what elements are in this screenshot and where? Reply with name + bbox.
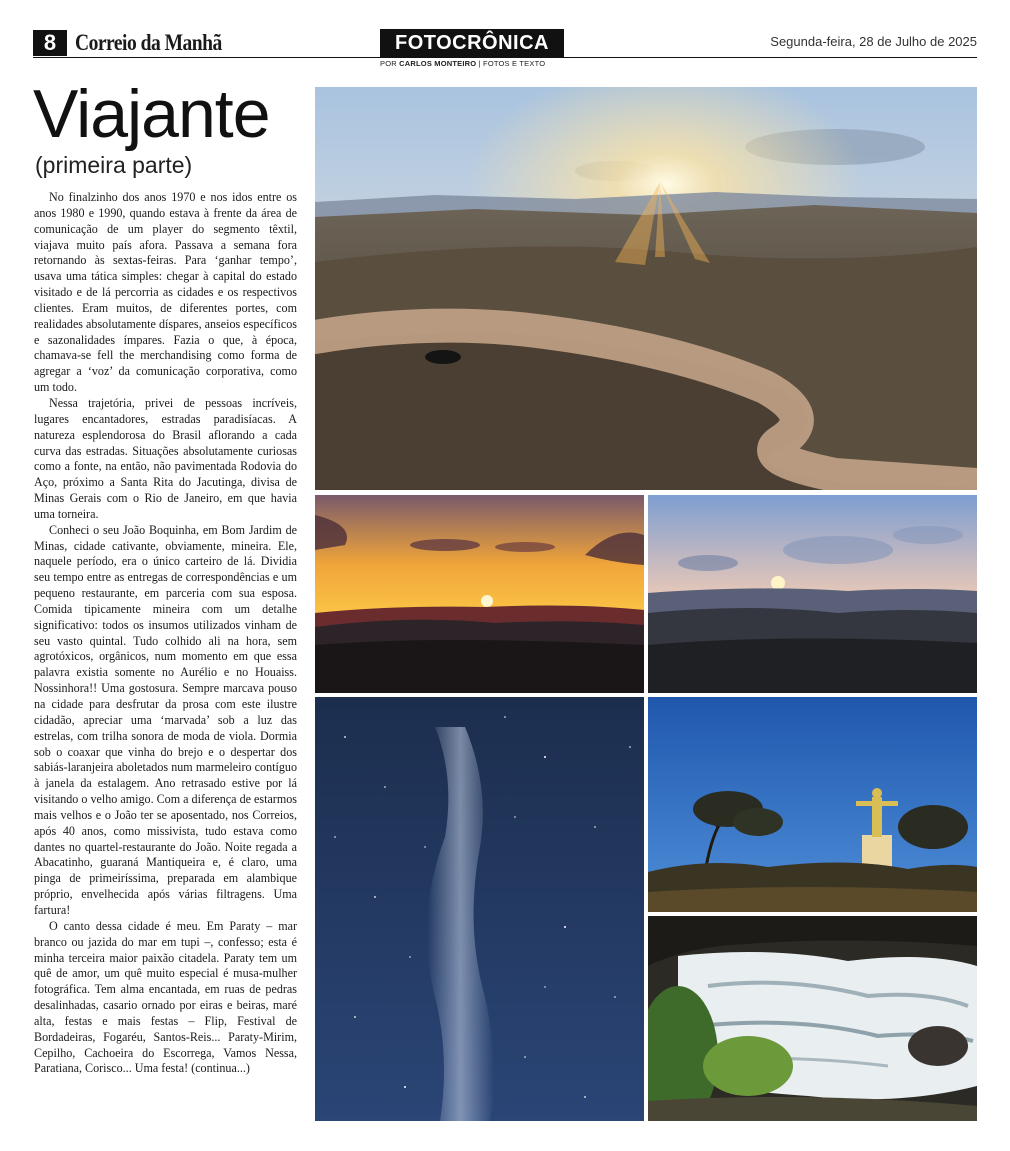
- page-number: 8: [33, 30, 67, 56]
- photo-milky-way: [315, 697, 644, 1121]
- issue-date: Segunda-feira, 28 de Julho de 2025: [770, 34, 977, 49]
- article-paragraph: Nessa trajetória, privei de pessoas incríveis, lugares encantadores, estradas paradisíacas. A natureza esplendorosa do Brasil aflorando a cada curva das estradas. Situações absolutamente curiosas como a fonte, na então, não pavimentada Rodovia do Aço, próximo a Santa Rita do Jacutinga, divisa de Minas Gerais com o Rio de Janeiro, em que havia uma torneira.: [34, 395, 297, 521]
- photo-waterfall: [648, 916, 977, 1121]
- article-paragraph: O canto dessa cidade é meu. Em Paraty – mar branco ou jazida do mar em tupi –, confesso; esta é minha terceira maior paixão citadela. Paraty tem um quê de amor, um quê muito especial é musa-mulher fotográfica. Tem alma encantada, em ruas de pedras desalinhadas, casario ornado por eiras e beiras, maré alta, festas e mais festas – Flip, Festival de Bordadeiras, Fogaréu, Santos-Reis... Paraty-Mirim, Cepilho, Cachoeira do Escorrega, Vamos Nessa, Paratiana, Corisco... Uma festa! (continua...): [34, 918, 297, 1076]
- photo-mountain-road: [315, 87, 977, 490]
- article-paragraph: Conheci o seu João Boquinha, em Bom Jardim de Minas, cidade cativante, obviamente, mineira. Ele, naquele período, era o único carteiro de lá. Dividia seu tempo entre as entregas de correspondências e um pequeno restaurante, em parceria com sua esposa. Comida tipicamente mineira com um detalhe significativo: todos os insumos utilizados vinham de seu vasto quintal. Tudo colhido ali na hora, sem agrotóxicos, orgânicos, num momento em que essa palavra existia somente no Aurélio e no Houaiss. Nossinhora!! Uma gostosura. Sempre marcava pouso na cidade para desfrutar da prosa com este ilustre cidadão, apreciar uma ‘marvada’ sob a luz das estrelas, com trilha sonora de moda de viola. Dormia sob o coaxar que vinha do brejo e o despertar dos sabiás-laranjeira aboletados num marmeleiro contíguo à janela da estalagem. Ano retrasado estive por lá visitando o velho amigo. Com a diferença de estarmos mais velhos e o João ter se aposentado, nos Correios, após 40 anos, como missivista, tudo estava como dantes no quartel-restaurante do João. Noite regada a Abacatinho, guaraná Mantiqueira e, é claro, uma pinga de primeiríssima, preparada em alambique próprio, envelhecida após várias filtragens. Uma fartura!: [34, 522, 297, 917]
- article-paragraph: No finalzinho dos anos 1970 e nos idos entre os anos 1980 e 1990, quando estava à frente da área de comunicação de um player do segmento têxtil, viajava muito país afora. Passava a semana fora retornando às sextas-feiras. Para ‘ganhar tempo’, usava uma tática simples: chegar à capital do estado visitado e de lá percorria as cidades e os respectivos clientes. Eram muitos, de diferentes portes, com realidades absolutamente díspares, anseios específicos e sazonalidades ímpares. Fazia o que, à época, chamava-se fell the merchandising como forma de agregar a ‘voz’ da comunicação corporativa, como um todo.: [34, 190, 297, 395]
- photo-christ-statue: [648, 697, 977, 912]
- newspaper-name: Correio da Manhã: [75, 30, 222, 55]
- section-label: FOTOCRÔNICA: [380, 29, 564, 57]
- photo-orange-sunset: [315, 495, 644, 693]
- byline-suffix: | FOTOS E TEXTO: [478, 59, 546, 68]
- article-body: [34, 190, 297, 1130]
- masthead: [33, 28, 977, 70]
- masthead-rule: [33, 57, 977, 58]
- byline: [380, 59, 545, 69]
- article-subtitle: (primeira parte): [35, 152, 193, 178]
- byline-author: CARLOS MONTEIRO: [399, 59, 477, 68]
- byline-prefix: POR: [380, 59, 397, 68]
- photo-hills-sunset: [648, 495, 977, 693]
- article-title: Viajante: [33, 76, 270, 152]
